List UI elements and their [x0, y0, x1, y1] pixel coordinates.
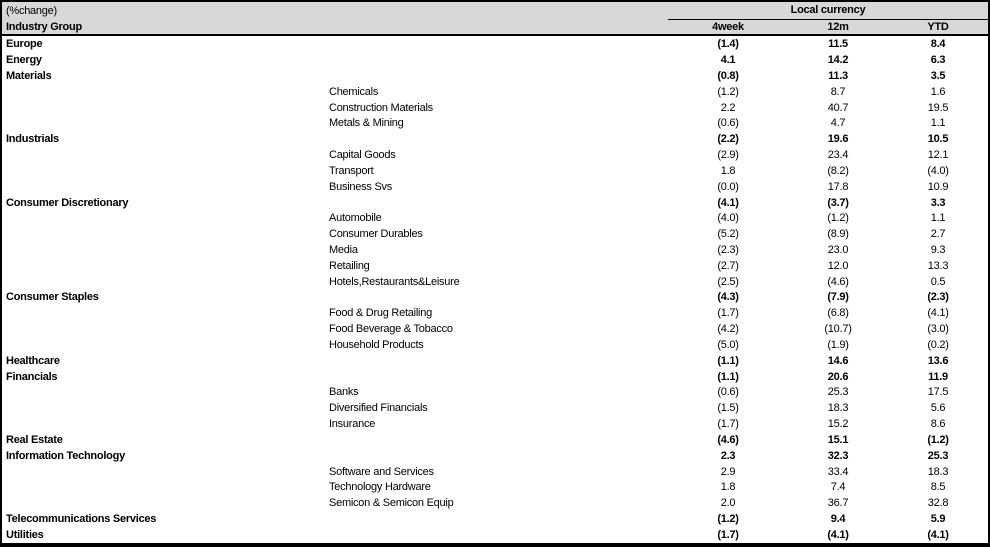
column-header-4week: 4week: [668, 19, 788, 35]
sub-industry-label: Diversified Financials: [329, 402, 428, 415]
sub-industry-label: Capital Goods: [329, 149, 396, 162]
sub-industry-label: Hotels,Restaurants&Leisure: [329, 275, 460, 288]
table-row: [2, 210, 988, 226]
table-row: [2, 353, 988, 369]
column-header-row: [2, 19, 988, 35]
industry-group-label: Materials: [6, 69, 52, 82]
value-ytd: 5.9: [930, 513, 946, 526]
table-row: [2, 147, 988, 163]
value-ytd: 17.5: [927, 386, 949, 399]
table-row: [2, 495, 988, 511]
sub-industry-label: Household Products: [329, 338, 424, 351]
table-row: [2, 274, 988, 290]
value-4week: 1.8: [720, 481, 736, 494]
table-row: [2, 400, 988, 416]
sub-industry-label: Media: [329, 243, 358, 256]
sub-industry-label: Technology Hardware: [329, 481, 431, 494]
table-row: [2, 480, 988, 496]
sub-industry-label: Transport: [329, 164, 374, 177]
table-row: [2, 115, 988, 131]
value-12m: 17.8: [827, 180, 849, 193]
value-ytd: (1.2): [927, 433, 949, 446]
value-12m: 14.2: [827, 54, 849, 67]
value-12m: 12.0: [827, 259, 849, 272]
table-row: [2, 416, 988, 432]
value-ytd: 9.3: [930, 243, 946, 256]
value-12m: (6.8): [827, 307, 849, 320]
value-4week: 2.2: [720, 101, 736, 114]
value-ytd: 6.3: [930, 54, 946, 67]
table-row: [2, 305, 988, 321]
value-4week: 2.3: [720, 449, 736, 462]
industry-group-label: Information Technology: [6, 449, 125, 462]
value-ytd: 11.9: [928, 370, 948, 383]
value-4week: (5.0): [717, 338, 739, 351]
value-4week: (4.3): [717, 291, 739, 304]
value-12m: 18.3: [827, 402, 849, 415]
value-4week: (4.1): [717, 196, 739, 209]
value-12m: 8.7: [830, 85, 846, 98]
value-ytd: 32.8: [927, 497, 949, 510]
column-header-12m: 12m: [788, 19, 888, 35]
local-currency-group-header: Local currency: [668, 2, 988, 19]
value-4week: (2.7): [717, 259, 739, 272]
sub-industry-label: Insurance: [329, 418, 376, 431]
value-12m: 36.7: [827, 497, 849, 510]
value-ytd: 12.1: [927, 149, 949, 162]
value-4week: (4.0): [717, 212, 739, 225]
value-ytd: 19.5: [927, 101, 949, 114]
value-4week: (2.9): [717, 149, 739, 162]
value-12m: (3.7): [827, 196, 849, 209]
sub-industry-label: Semicon & Semicon Equip: [329, 497, 454, 510]
value-ytd: (4.1): [927, 528, 949, 541]
value-4week: (1.1): [717, 354, 739, 367]
sub-industry-label: Banks: [329, 386, 359, 399]
table-row: [2, 242, 988, 258]
value-4week: (1.7): [717, 418, 739, 431]
sub-industry-label: Software and Services: [329, 465, 434, 478]
sub-industry-label: Food Beverage & Tobacco: [329, 323, 453, 336]
value-ytd: 10.9: [927, 180, 949, 193]
value-12m: 33.4: [827, 465, 849, 478]
value-ytd: (2.3): [927, 291, 949, 304]
sub-industry-label: Construction Materials: [329, 101, 433, 114]
value-4week: (1.1): [717, 370, 739, 383]
value-4week: 1.8: [720, 164, 736, 177]
value-4week: 2.9: [720, 465, 736, 478]
industry-group-label: Industrials: [6, 133, 59, 146]
value-ytd: (4.0): [927, 164, 949, 177]
table-header: [2, 2, 988, 35]
table-row: [2, 321, 988, 337]
value-12m: 4.7: [830, 117, 846, 130]
value-4week: (1.4): [717, 38, 739, 51]
sub-industry-label: Retailing: [329, 259, 370, 272]
value-4week: (5.2): [717, 228, 739, 241]
value-12m: 20.6: [827, 370, 849, 383]
industry-group-label: Real Estate: [6, 433, 63, 446]
value-ytd: 10.5: [927, 133, 949, 146]
industry-group-header: Industry Group: [2, 19, 668, 35]
value-ytd: 0.5: [930, 275, 946, 288]
value-12m: (1.9): [827, 338, 849, 351]
value-12m: (4.6): [827, 275, 849, 288]
industry-group-label: Healthcare: [6, 354, 60, 367]
value-ytd: 25.3: [927, 449, 949, 462]
value-ytd: 8.6: [930, 418, 946, 431]
table-row: [2, 448, 988, 464]
value-12m: 25.3: [827, 386, 849, 399]
table-row: [2, 511, 988, 527]
value-12m: (4.1): [827, 528, 849, 541]
table-row: [2, 179, 988, 195]
value-12m: (1.2): [827, 212, 849, 225]
table-row: [2, 163, 988, 179]
value-4week: (0.8): [717, 69, 739, 82]
value-4week: (0.6): [717, 117, 739, 130]
value-4week: 2.0: [720, 497, 736, 510]
table-row: [2, 226, 988, 242]
industry-group-label: Financials: [6, 370, 58, 383]
industry-group-label: Consumer Staples: [6, 291, 99, 304]
industry-group-label: Utilities: [6, 528, 44, 541]
value-4week: (1.5): [717, 402, 739, 415]
value-12m: 15.2: [827, 418, 849, 431]
sub-industry-label: Metals & Mining: [329, 117, 404, 130]
value-12m: 7.4: [830, 481, 846, 494]
value-ytd: 1.6: [930, 85, 946, 98]
value-ytd: 1.1: [930, 212, 946, 225]
value-ytd: 8.4: [930, 38, 946, 51]
performance-table: [2, 2, 988, 543]
table-row: [2, 385, 988, 401]
table-row: [2, 432, 988, 448]
value-12m: 23.0: [827, 243, 849, 256]
table-row: [2, 464, 988, 480]
value-ytd: 5.6: [930, 402, 946, 415]
value-4week: (2.3): [717, 243, 739, 256]
value-ytd: (4.1): [927, 307, 949, 320]
sub-industry-label: Consumer Durables: [329, 228, 423, 241]
value-ytd: 2.7: [930, 228, 946, 241]
value-ytd: (3.0): [927, 323, 949, 336]
table-row: [2, 100, 988, 116]
value-ytd: 3.5: [930, 69, 946, 82]
column-header-ytd: YTD: [888, 19, 988, 35]
table-row: [2, 337, 988, 353]
value-12m: 15.1: [827, 433, 849, 446]
value-ytd: 8.5: [930, 481, 946, 494]
industry-group-label: Energy: [6, 54, 42, 67]
value-4week: (0.0): [717, 180, 739, 193]
value-12m: 23.4: [827, 149, 849, 162]
percent-change-label: (%change): [2, 2, 668, 19]
table-row: [2, 35, 988, 52]
table-row: [2, 258, 988, 274]
value-4week: (1.7): [717, 528, 739, 541]
sub-industry-label: Business Svs: [329, 180, 393, 193]
value-12m: 19.6: [827, 133, 849, 146]
value-4week: (0.6): [717, 386, 739, 399]
sub-industry-label: Food & Drug Retailing: [329, 307, 432, 320]
value-4week: (2.5): [717, 275, 739, 288]
value-ytd: (0.2): [927, 338, 949, 351]
table-body: [2, 35, 988, 543]
value-4week: (1.2): [717, 85, 739, 98]
value-4week: (1.2): [717, 513, 739, 526]
value-4week: (2.2): [717, 133, 739, 146]
value-4week: (4.6): [717, 433, 739, 446]
value-ytd: 13.6: [927, 354, 949, 367]
value-12m: (8.2): [827, 164, 849, 177]
value-12m: 32.3: [827, 449, 849, 462]
table-row: [2, 131, 988, 147]
table-row: [2, 68, 988, 84]
value-ytd: 18.3: [927, 465, 949, 478]
value-12m: 40.7: [827, 101, 849, 114]
sub-industry-label: Automobile: [329, 212, 382, 225]
value-4week: (4.2): [717, 323, 739, 336]
table-row: [2, 369, 988, 385]
value-12m: (7.9): [827, 291, 849, 304]
value-12m: 14.6: [827, 354, 849, 367]
value-12m: (10.7): [824, 323, 852, 336]
table-row: [2, 52, 988, 68]
value-4week: (1.7): [717, 307, 739, 320]
industry-group-label: Europe: [6, 38, 43, 51]
value-4week: 4.1: [720, 54, 736, 67]
value-12m: (8.9): [827, 228, 849, 241]
value-12m: 11.3: [828, 69, 848, 82]
sub-industry-label: Chemicals: [329, 85, 379, 98]
table-row: [2, 84, 988, 100]
table-row: [2, 195, 988, 211]
industry-group-label: Telecommunications Services: [6, 513, 157, 526]
industry-group-label: Consumer Discretionary: [6, 196, 129, 209]
value-ytd: 1.1: [930, 117, 946, 130]
value-ytd: 3.3: [930, 196, 946, 209]
value-ytd: 13.3: [927, 259, 949, 272]
table-row: [2, 290, 988, 306]
group-header-row: [2, 2, 988, 19]
value-12m: 9.4: [830, 513, 846, 526]
table-row: [2, 527, 988, 543]
value-12m: 11.5: [828, 38, 848, 51]
